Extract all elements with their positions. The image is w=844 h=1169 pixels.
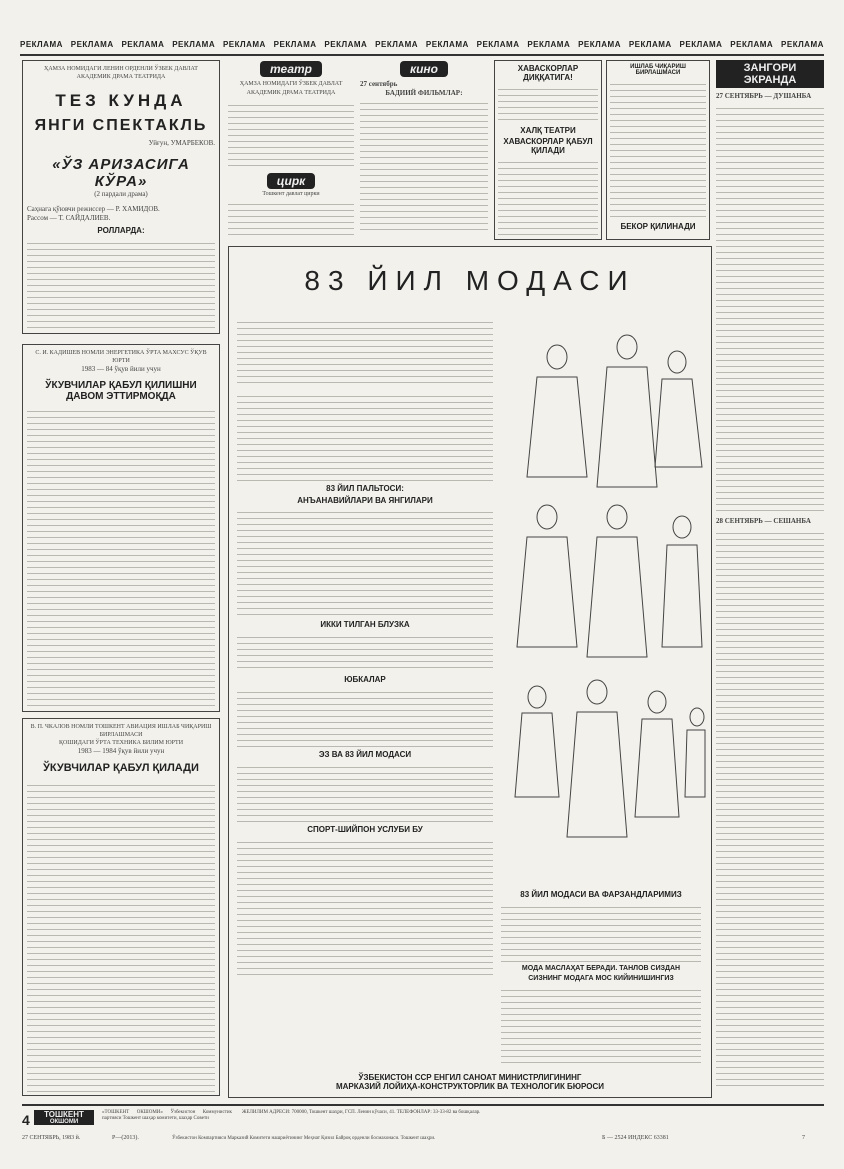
college-ad-title-2: ДАВОМ ЭТТИРМОҚДА: [66, 391, 176, 402]
fashion-signature-1: ЎЗБЕКИСТОН ССР ЕНГИЛ САНОАТ МИНИСТРЛИГИНИНГ: [358, 1073, 582, 1082]
fashion-heading-yours: СИЗНИНГ МОДАГА МОС КИЙИНИШИНГИЗ: [528, 975, 674, 982]
theatre-listing-text: [228, 100, 354, 168]
fashion-section-jackets: [237, 507, 493, 617]
footer-printing: Ўзбекистон Компартияси Марказий Комитети нашриётининг Меҳнат Қизил Байроқ орденли босмахонаси. Тошкент шаҳри.: [172, 1136, 436, 1141]
tv-title-2: ЭКРАНДА: [743, 74, 797, 86]
theatre-ad-title-1: ТЕЗ КУНДА: [55, 91, 187, 110]
advertisement-label: РЕКЛАМА: [781, 40, 824, 49]
circus-listing-text: [228, 199, 354, 235]
work-ad: [606, 60, 710, 240]
advertisement-label: РЕКЛАМА: [679, 40, 723, 49]
footer-date: 27 СЕНТЯБРЬ, 1983 й.: [22, 1135, 81, 1141]
theatre-listing: [228, 60, 354, 168]
work-ad-cta: БЕКОР ҚИЛИНАДИ: [620, 222, 696, 231]
tv-schedule-day-2: [716, 528, 824, 1088]
advertisement-label: РЕКЛАМА: [527, 40, 571, 49]
fashion-section-children: [501, 902, 701, 962]
aviation-ad: [22, 718, 220, 1096]
fashion-section-1: [237, 391, 493, 481]
theatre-ad-play: «ЎЗ АРИЗАСИГА КЎРА»: [52, 156, 190, 190]
advertisement-label: РЕКЛАМА: [20, 40, 63, 49]
theatre-ad-artist: Рассом — Т. САЙДАЛИЕВ.: [27, 214, 111, 222]
footer-publisher: «ТОШКЕНТ ОКШОМИ» Ўзбекистон Коммунистик партияси Тошкент шаҳар комитети, шаҳар Совети: [102, 1110, 232, 1121]
advertisement-label: РЕКЛАМА: [121, 40, 165, 49]
fashion-heading-sport: СПОРТ-ШИЙПОН УСЛУБИ БУ: [307, 825, 423, 834]
footer-address: ЖЕЛИЛИМ АДРЕСИ: 700000, Тошкент шаҳри, ГСП. Ленин кўчаси, 41. ТЕЛЕФОНЛАР: 33-33-82 ва бошқалар.: [242, 1110, 481, 1115]
college-ad-heading: С. И. КАДИШЕВ НОМЛИ ЭНЕРГЕТИКА ЎРТА МАХСУС ЎҚУВ ЮРТИ: [35, 350, 207, 364]
advertisement-label: РЕКЛАМА: [222, 40, 266, 49]
tv-schedule-day-1: [716, 103, 824, 513]
circus-listing-heading: Тошкент давлат цирки: [262, 191, 320, 197]
footer-code: Р—(2013).: [112, 1135, 139, 1141]
fashion-illustration: [497, 317, 707, 877]
advertisement-label: РЕКЛАМА: [730, 40, 774, 49]
footer-tail: 7: [802, 1135, 805, 1141]
advertisement-label: РЕКЛАМА: [324, 40, 368, 49]
aviation-ad-year: 1983 — 1984 ўқув йили учун: [77, 747, 165, 755]
fashion-heading-jackets: 83 ЙИЛ ПАЛЬТОСИ:: [326, 484, 404, 493]
work-ad-text: [610, 79, 706, 219]
fashion-heading-advice: МОДА МАСЛАҲАТ БЕРАДИ. ТАНЛОВ СИЗДАН: [521, 965, 681, 972]
fashion-intro: [237, 317, 493, 387]
theatre-ad: [22, 60, 220, 334]
theatre-ad-author: Уйғун, УМАРБЕКОВ.: [148, 139, 215, 147]
cinema-venue: БАДИИЙ ФИЛЬМЛАР:: [385, 89, 463, 97]
college-ad-text: [27, 406, 215, 712]
fashion-heading-men: ЭЗ ВА 83 ЙИЛ МОДАСИ: [318, 750, 412, 759]
fashion-section-blouse: [237, 632, 493, 672]
advertisement-label: РЕКЛАМА: [476, 40, 520, 49]
fashion-heading-jackets-2: АНЪАНАВИЙЛАРИ ВА ЯНГИЛАРИ: [297, 496, 433, 505]
hiring-ad-heading: ХАВАСКОРЛАР ДИҚҚАТИГА!: [517, 64, 579, 82]
fashion-heading-children: 83 ЙИЛ МОДАСИ ВА ФАРЗАНДЛАРИМИЗ: [520, 890, 682, 899]
theatre-ad-roles-text: [27, 238, 215, 334]
advertisement-label: РЕКЛАМА: [273, 40, 317, 49]
footer-logo-bottom: ОКШОМИ: [49, 1119, 79, 1125]
footer-index: Б — 2524 ИНДЕКС 63381: [602, 1135, 669, 1141]
aviation-ad-title: ЎКУВЧИЛАР ҚАБУЛ ҚИЛАДИ: [43, 762, 199, 774]
advertisement-label: РЕКЛАМА: [375, 40, 419, 49]
fashion-section-men: [237, 762, 493, 822]
advertisement-label: РЕКЛАМА: [172, 40, 216, 49]
theatre-ad-preheading: ҲАМЗА НОМИДАГИ ЛЕНИН ОРДЕНЛИ ЎЗБЕК ДАВЛАТ АКАДЕМИК ДРАМА ТЕАТРИДА: [44, 66, 198, 80]
aviation-ad-subheading: ҚОШИДАГИ ЎРТА ТЕХНИКА БИЛИМ ЮРТИ: [58, 740, 184, 746]
college-ad-year: 1983 — 84 ўқув йили учун: [81, 365, 161, 373]
theatre-ad-director: Саҳнага қўювчи режиссер — Р. ХАМИДОВ.: [27, 205, 160, 213]
fashion-article: [228, 246, 712, 1098]
footer: [22, 1104, 824, 1152]
cinema-listing: [360, 60, 488, 240]
theatre-ad-genre: (2 пардали драма): [94, 190, 148, 198]
theatre-logo: театр: [260, 61, 322, 77]
tv-date-1: 27 СЕНТЯБРЬ — ДУШАНБА: [716, 92, 812, 100]
fashion-section-yours: [501, 985, 701, 1065]
hiring-ad-intro: [498, 84, 598, 124]
hiring-ad-text: [498, 157, 598, 240]
fashion-section-sport: [237, 837, 493, 977]
hiring-ad-org: ХАЛҚ ТЕАТРИ: [520, 126, 576, 135]
advertisement-label: РЕКЛАМА: [425, 40, 469, 49]
circus-listing: [228, 172, 354, 242]
advertisement-label: РЕКЛАМА: [578, 40, 621, 49]
work-ad-heading: ИШЛАБ ЧИҚАРИШ БИРЛАШМАСИ: [630, 64, 686, 76]
aviation-ad-text: [27, 780, 215, 1096]
theatre-listing-heading: ҲАМЗА НОМИДАГИ ЎЗБЕК ДАВЛАТ АКАДЕМИК ДРАМА ТЕАТРИДА: [239, 81, 343, 96]
fashion-section-dress: [237, 687, 493, 747]
college-ad: [22, 344, 220, 712]
theatre-ad-title-2: ЯНГИ СПЕКТАКЛЬ: [34, 117, 208, 134]
college-ad-title-1: ЎКУВЧИЛАР ҚАБУЛ ҚИЛИШНИ: [45, 380, 197, 391]
fashion-heading-dress: ЮБКАЛАР: [344, 675, 386, 684]
advertisement-label: РЕКЛАМА: [628, 40, 672, 49]
cinema-listing-text: [360, 98, 488, 230]
tv-date-2: 28 СЕНТЯБРЬ — СЕШАНБА: [716, 517, 811, 525]
theatre-ad-roles-heading: РОЛЛАРДА:: [97, 226, 145, 235]
fashion-heading-blouse: ИККИ ТИЛГАН БЛУЗКА: [320, 620, 410, 629]
fashion-signature-2: МАРКАЗИЙ ЛОЙИҲА-КОНСТРУКТОРЛИК ВА ТЕХНОЛОГИК БЮРОСИ: [335, 1082, 605, 1091]
hiring-ad-cta: ХАВАСКОРЛАР ҚАБУЛ ҚИЛАДИ: [503, 137, 593, 155]
advertisement-strip: [20, 40, 824, 56]
cinema-date: 27 сентябрь: [360, 80, 398, 88]
hiring-ad: [494, 60, 602, 240]
advertisement-label: РЕКЛАМА: [70, 40, 114, 49]
circus-logo: цирк: [267, 173, 316, 189]
fashion-title: 83 ЙИЛ МОДАСИ: [304, 265, 636, 296]
tv-schedule: [716, 60, 824, 1096]
aviation-ad-heading: В. П. ЧКАЛОВ НОМЛИ ТОШКЕНТ АВИАЦИЯ ИШЛАБ ЧИҚАРИШ БИРЛАШМАСИ: [30, 724, 212, 738]
cinema-logo: кино: [400, 61, 448, 77]
tv-title-1: ЗАНГОРИ: [743, 62, 797, 74]
footer-logo-top: ТОШКЕНТ: [44, 1110, 84, 1119]
footer-page-number: 4: [22, 1112, 30, 1128]
